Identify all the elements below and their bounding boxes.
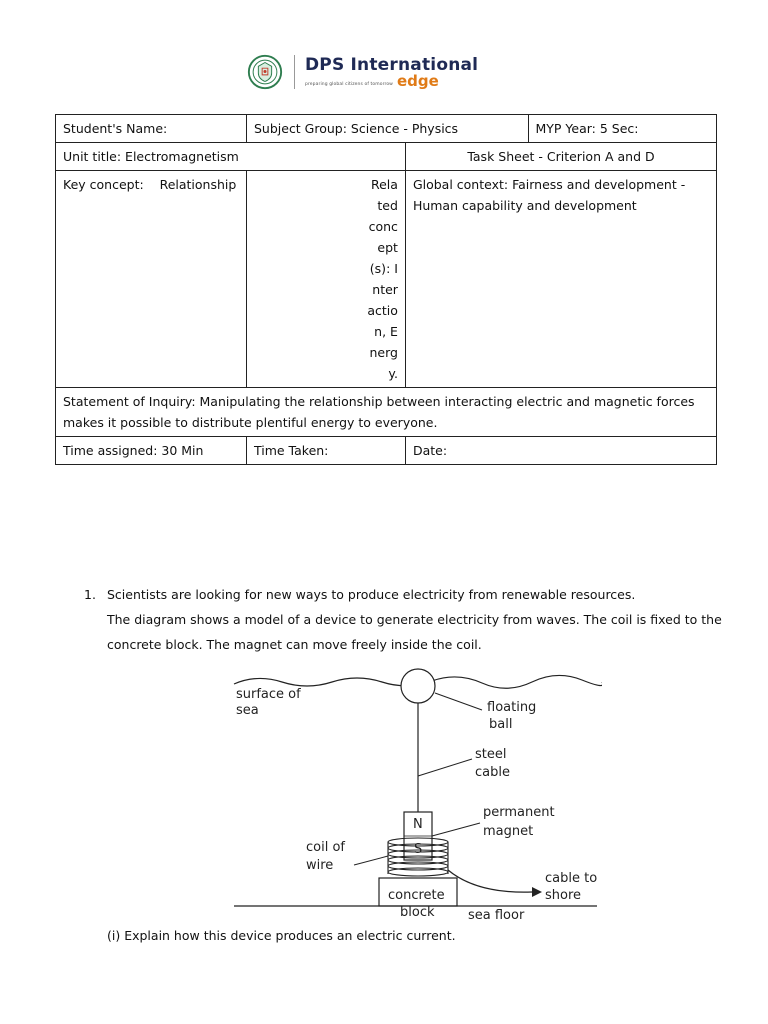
statement-of-inquiry-cell: Statement of Inquiry: Manipulating the relationship between interacting electric and magnetic forces makes it possible to distribute plentiful energy to everyone. <box>56 388 717 437</box>
wave-generator-diagram <box>232 666 602 926</box>
label-block: block <box>400 905 435 920</box>
label-wire: wire <box>306 858 334 873</box>
label-surface: surface of <box>236 687 301 702</box>
time-assigned-cell: Time assigned: 30 Min <box>56 437 247 465</box>
label-concrete: concrete <box>388 888 445 903</box>
school-crest-logo <box>246 53 284 91</box>
student-info-table <box>55 114 717 465</box>
label-sea: sea <box>236 703 259 718</box>
floating-ball-leader <box>435 693 482 710</box>
label-north-pole: N <box>413 817 423 832</box>
steel-cable-leader <box>418 759 472 776</box>
question-description: The diagram shows a model of a device to generate electricity from waves. The coil is fixed to the concrete block. The magnet can move freely inside the coil. <box>107 612 722 652</box>
brand-name: DPS International <box>305 55 479 75</box>
label-shore: shore <box>545 888 582 903</box>
label-sea-floor: sea floor <box>468 908 525 923</box>
magnet-leader <box>432 823 480 836</box>
task-sheet-cell: Task Sheet - Criterion A and D <box>405 143 716 171</box>
label-south-pole: S <box>414 842 423 857</box>
school-header <box>246 52 478 92</box>
label-coil-of: coil of <box>306 840 345 855</box>
label-cable: cable <box>475 765 510 780</box>
table-row <box>56 143 717 171</box>
question-number: 1. <box>84 587 96 602</box>
cable-arrow-head <box>532 887 542 897</box>
question-intro: Scientists are looking for new ways to produce electricity from renewable resources. <box>107 587 636 602</box>
table-row <box>56 388 717 437</box>
global-context-cell: Global context: Fairness and development - Human capability and development <box>405 171 716 388</box>
table-row <box>56 171 717 388</box>
sub-question-i: (i) Explain how this device produces an electric current. <box>107 928 456 943</box>
brand-tagline: preparing global citizens of tomorrow <box>305 81 393 87</box>
key-concept-cell: Key concept: Relationship <box>56 171 247 388</box>
coil-leader <box>354 856 388 865</box>
student-name-field[interactable]: Student's Name: <box>56 115 247 143</box>
time-taken-field[interactable]: Time Taken: <box>246 437 405 465</box>
subject-group-cell: Subject Group: Science - Physics <box>246 115 528 143</box>
related-concepts-cell: Related concept(s): Interaction, Energy. <box>246 171 405 388</box>
label-permanent: permanent <box>483 805 555 820</box>
table-row <box>56 437 717 465</box>
label-magnet: magnet <box>483 824 534 839</box>
label-cable-to: cable to <box>545 871 598 886</box>
label-floating: floating <box>487 700 537 715</box>
date-field[interactable]: Date: <box>405 437 716 465</box>
myp-year-field[interactable]: MYP Year: 5 Sec: <box>528 115 717 143</box>
unit-title-cell: Unit title: Electromagnetism <box>56 143 406 171</box>
cable-to-shore <box>448 870 532 892</box>
label-steel: steel <box>475 747 507 762</box>
brand-edge-wordmark: edge <box>396 72 439 90</box>
label-ball: ball <box>489 717 513 732</box>
header-divider <box>294 55 295 89</box>
table-row <box>56 115 717 143</box>
question-block <box>84 582 724 657</box>
floating-ball <box>401 669 435 703</box>
